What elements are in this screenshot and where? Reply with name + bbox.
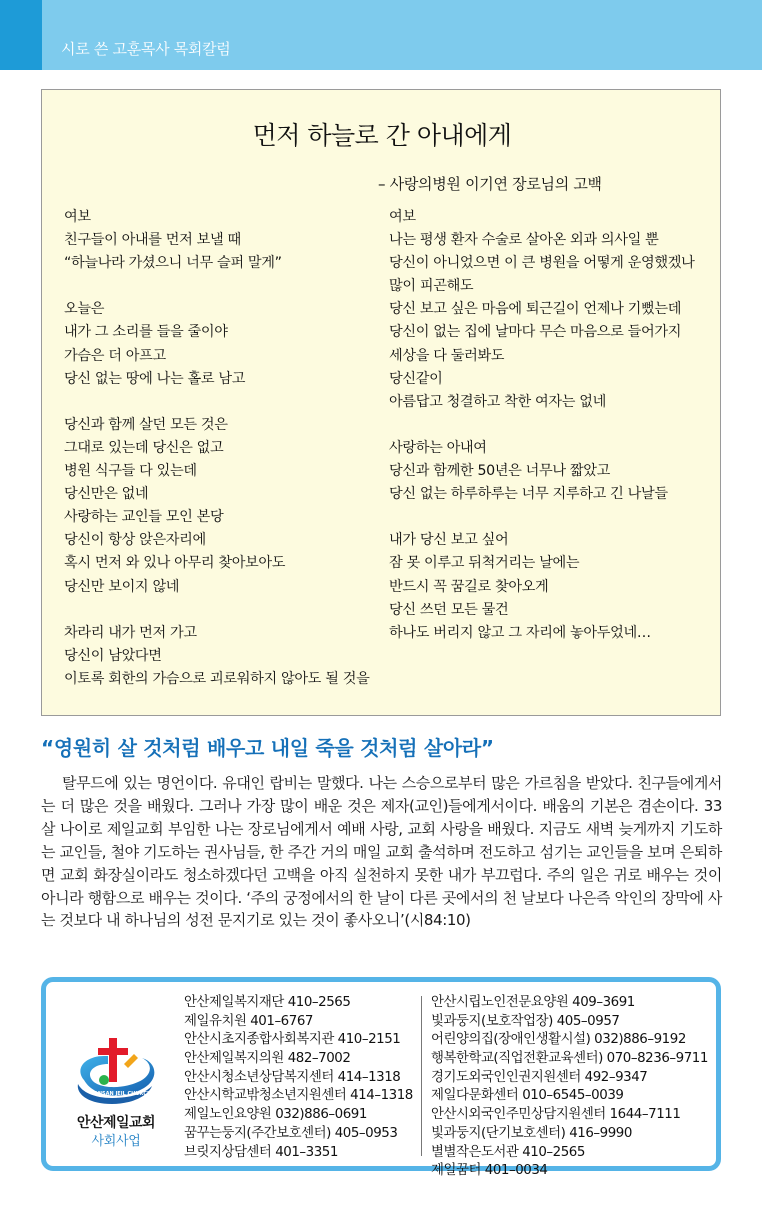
directory-entry: 안산시외국인주민상담지원센터 1644–7111 [431,1107,681,1123]
poem-line: 많이 피곤해도 [389,278,474,295]
directory-entry: 제일꿈터 401–0034 [431,1163,548,1179]
footer-directory [41,977,721,1179]
poem-line [64,391,369,414]
directory-entry: 안산시청소년상담복지센터 414–1318 [184,1069,401,1085]
church-cross-logo-icon [64,1034,164,1108]
directory-entry: 안산제일복지재단 410–2565 [184,995,351,1010]
poem-line: 이토록 회한의 가슴으로 괴로워하지 않아도 될 것을 [64,670,370,687]
poem-line: “하늘나라 가셨으니 너무 슬퍼 말게” [64,255,282,272]
poem-left-column [64,206,369,691]
poem-line: 여보 [64,209,91,225]
poem-line: 내가 그 소리를 들을 줄이야 [64,324,228,341]
poem-line: 당신 없는 하루하루는 너무 지루하고 긴 나날들 [389,486,668,503]
poem-line: 당신이 아니었으면 이 큰 병원을 어떻게 운영했겠나 [389,255,695,272]
poem-line: 오늘은 [64,301,105,318]
directory-entry: 제일다문화센터 010–6545–0039 [431,1088,624,1104]
directory-entry: 꿈꾸는둥지(주간보호센터) 405–0953 [184,1125,398,1141]
org-name: 안산제일교회 [76,1115,156,1131]
poem-line: 하나도 버리지 않고 그 자리에 놓아두었네… [389,624,651,641]
directory-entry: 안산제일복지의원 482–7002 [184,1051,351,1067]
poem-line: 당신이 남았다면 [64,647,162,664]
directory-entry: 브릿지상담센터 401–3351 [184,1144,338,1160]
header-bar [0,0,762,70]
poem-line: 당신과 함께한 50년은 너무나 짧았고 [389,463,610,480]
poem-line: 당신만은 없네 [64,486,149,503]
directory-entry: 안산시초지종합사회복지관 410–2151 [184,1032,401,1048]
directory-entry: 어린양의집(장애인생활시설) 032)886–9192 [431,1032,686,1048]
poem-title: 먼저 하늘로 간 아내에게 [252,121,512,150]
header-accent-tab [0,0,42,70]
poem-box [41,89,721,716]
poem-line [64,599,369,622]
directory-entry: 빛과둥지(단기보호센터) 416–9990 [431,1125,632,1141]
poem-line: 세상을 다 둘러봐도 [389,347,505,364]
poem-line: 가슴은 더 아프고 [64,347,166,364]
section-title: 시로 쓴 고훈목사 목회칼럼 [61,40,231,58]
poem-line: 반드시 꼭 꿈길로 찾아오게 [389,578,549,595]
poem-line: 친구들이 아내를 먼저 보낼 때 [64,232,241,249]
poem-line: 당신 보고 싶은 마음에 퇴근길이 언제나 기뻤는데 [389,301,682,318]
directory-entry: 안산시립노인전문요양원 409–3691 [431,995,635,1010]
column-body: 탈무드에 있는 명언이다. 유대인 랍비는 말했다. 나는 스승으로부터 많은 가르침을 받았다. 친구들에게서는 더 많은 것을 배웠다. 그러나 가장 많이 배운 것은 제자(교인)들에게서이다. 배움의 기본은 겸손이다. 33살 나이로 제일교회 부임한 나는 장로님에게서 예배 사랑, 교회 사랑을 배웠다. 지금도 새벽 늦게까지 기도하는 교인들, 철야 기도하는 권사님들, 한 주간 거의 매일 교회 출석하며 전도하고 섬기는 교인들을 보며 은퇴하면 교회 화장실이라도 청소하겠다던 고백을 아직 실천하지 못한 내가 부끄럽다. 주의 일은 귀로 배우는 것이 아니라 행함으로 배우는 것이다. ‘주의 궁정에서의 한 날이 다른 곳에서의 천 날보다 나은즉 악인의 장막에 사는 것보다 내 하나님의 성전 문지기로 있는 것이 좋사오니’(시84:10) [41,774,722,930]
poem-line: 차라리 내가 먼저 가고 [64,624,197,641]
directory-entry: 제일노인요양원 032)886–0691 [184,1107,367,1123]
column-quote-title: “영원히 살 것처럼 배우고 내일 죽을 것처럼 살아라” [41,736,494,760]
poem-line [389,506,694,529]
poem-subtitle: – 사랑의병원 이기연 장로님의 고백 [378,175,602,193]
poem-line: 당신 없는 땅에 나는 홀로 남고 [64,370,246,387]
directory-entry: 행복한학교(직업전환교육센터) 070–8236–9711 [431,1051,708,1067]
poem-line [64,275,369,298]
directory-entry: 별별작은도서관 410–2565 [431,1144,585,1160]
poem-line: 혹시 먼저 와 있나 아무리 찾아보아도 [64,555,286,572]
poem-line: 내가 당신 보고 싶어 [389,532,509,549]
poem-line [389,414,694,437]
poem-line: 사랑하는 교인들 모인 본당 [64,509,224,526]
directory-entry: 경기도외국인인권지원센터 492–9347 [431,1069,648,1085]
poem-line: 당신과 함께 살던 모든 것은 [64,416,228,433]
poem-line: 아름답고 청결하고 착한 여자는 없네 [389,393,606,410]
poem-line: 당신만 보이지 않네 [64,578,180,595]
poem-line: 당신이 항상 앉은자리에 [64,532,206,549]
poem-line: 당신 쓰던 모든 물건 [389,601,509,618]
directory-entry: 제일유치원 401–6767 [184,1013,313,1029]
poem-line: 그대로 있는데 당신은 없고 [64,439,224,456]
footer-left-column [184,994,413,1162]
directory-entry: 빛과둥지(보호작업장) 405–0957 [431,1013,620,1029]
poem-right-column [389,206,694,645]
poem-line: 잠 못 이루고 뒤척거리는 날에는 [389,555,580,572]
footer-divider [421,996,422,1156]
poem-line: 당신이 없는 집에 날마다 무슨 마음으로 들어가지 [389,324,682,341]
directory-entry: 안산시학교밖청소년지원센터 414–1318 [184,1088,413,1104]
poem-line: 사랑하는 아내여 [389,439,487,456]
logo-ring-text: ANSAN JEIL CHURCH [94,1091,152,1097]
org-subtitle: 사회사업 [91,1134,141,1149]
poem-line: 당신같이 [389,370,443,387]
poem-line: 병원 식구들 다 있는데 [64,463,197,480]
poem-line: 여보 [389,209,416,225]
footer-right-column [431,994,708,1181]
poem-line: 나는 평생 환자 수술로 살아온 외과 의사일 뿐 [389,232,659,249]
